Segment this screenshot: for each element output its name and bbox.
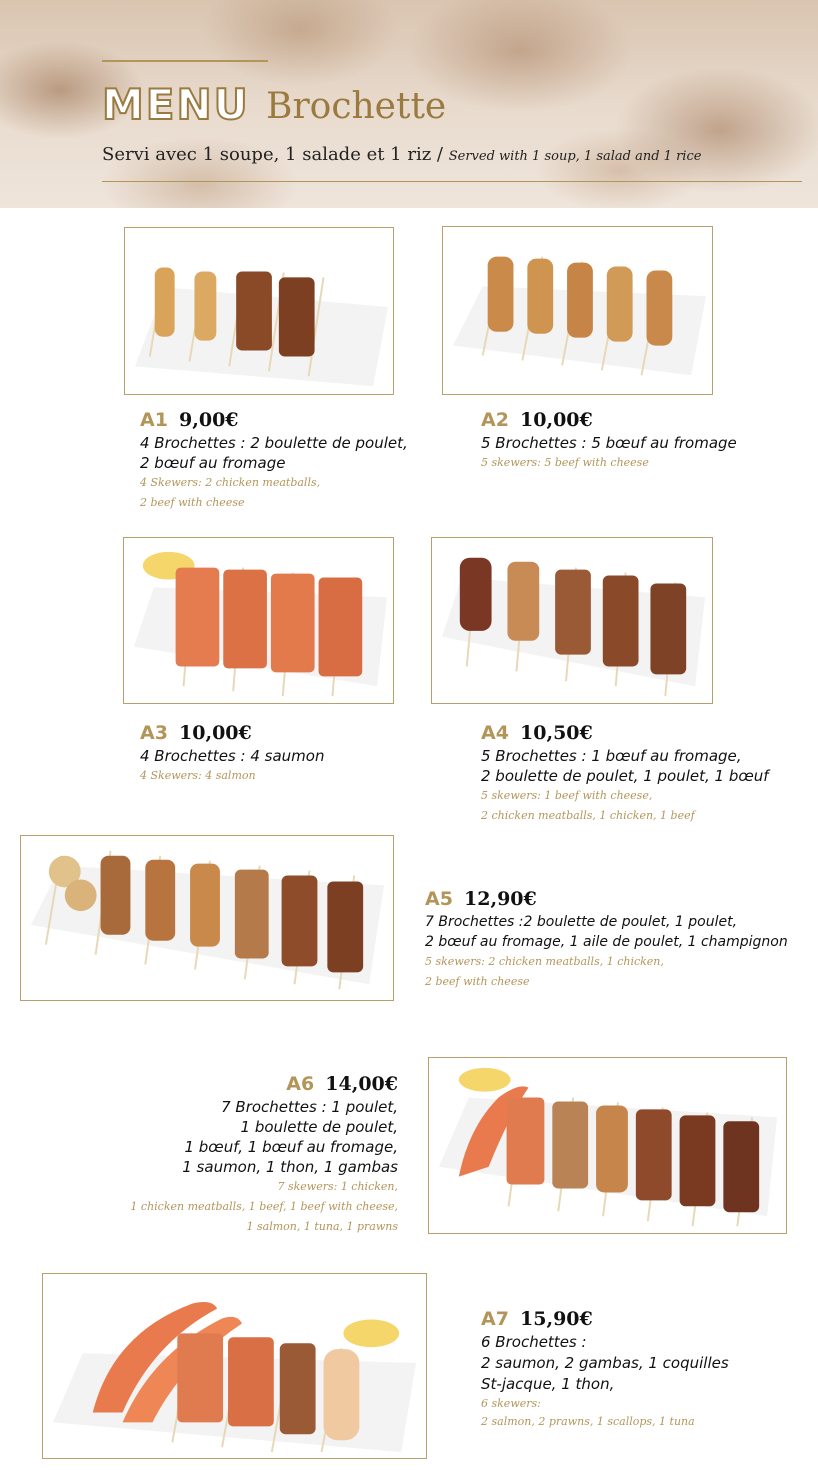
skewer-plate-image [124,538,393,703]
photo-a5 [20,835,394,1001]
item-description: 7 Brochettes : 1 poulet, [221,1098,398,1116]
item-code: A2 [481,409,509,431]
item-description: 1 boulette de poulet, [240,1118,398,1136]
item-description: 1 bœuf, 1 bœuf au fromage, [184,1138,398,1156]
item-description-en: 5 skewers: 2 chicken meatballs, 1 chicken, [425,955,664,968]
item-description-en: 6 skewers: [481,1397,541,1410]
item-description-en: 4 Skewers: 4 salmon [140,769,256,782]
item-header [140,408,408,433]
skewer-plate-image [432,538,712,703]
skewer-plate-image [43,1274,426,1458]
item-description-en: 1 salmon, 1 tuna, 1 prawns [246,1220,398,1233]
item-description-en: 5 skewers: 5 beef with cheese [481,456,649,469]
menu-title: MENU [102,80,250,129]
photo-a1 [124,227,394,395]
item-header [481,408,737,433]
item-description: 5 Brochettes : 1 bœuf au fromage, [481,747,742,765]
item-price: 14,00€ [325,1073,398,1095]
header-divider-bottom [102,181,802,182]
item-description: 4 Brochettes : 2 boulette de poulet, [140,434,408,452]
menu-header [0,0,818,208]
item-header [140,721,324,746]
item-description-en: 2 beef with cheese [140,496,245,509]
item-description-en: 7 skewers: 1 chicken, [277,1180,398,1193]
menu-category-title: Brochette [266,86,447,127]
menu-item-a7 [481,1307,729,1431]
item-description: 1 saumon, 1 thon, 1 gambas [182,1158,398,1176]
item-price: 10,50€ [520,722,593,744]
skewer-plate-image [21,836,393,1000]
item-price: 9,00€ [179,409,239,431]
menu-item-a4 [481,721,769,826]
menu-item-a5 [425,887,788,992]
item-code: A3 [140,722,168,744]
item-header [481,1307,729,1332]
subtitle-fr: Servi avec 1 soupe, 1 salade et 1 riz / [102,144,443,165]
item-description: 6 Brochettes : [481,1333,587,1351]
item-description-en: 1 chicken meatballs, 1 beef, 1 beef with cheese, [130,1200,398,1213]
menu-item-a3 [140,721,324,786]
menu-subtitle [102,144,701,165]
item-code: A5 [425,888,453,910]
item-description-en: 2 salmon, 2 prawns, 1 scallops, 1 tuna [481,1415,695,1428]
subtitle-en: Served with 1 soup, 1 salad and 1 rice [448,149,702,164]
item-header [425,887,788,912]
item-description-en: 2 beef with cheese [425,975,530,988]
item-price: 15,90€ [520,1308,593,1330]
skewer-plate-image [125,228,393,394]
item-description: 2 saumon, 2 gambas, 1 coquilles [481,1354,729,1372]
item-description: 2 bœuf au fromage, 1 aile de poulet, 1 champignon [425,934,788,950]
item-description: 2 boulette de poulet, 1 poulet, 1 bœuf [481,767,769,785]
photo-a2 [442,226,713,395]
item-code: A1 [140,409,168,431]
photo-a3 [123,537,394,704]
header-divider-top [102,60,268,62]
menu-item-a1 [140,408,408,513]
item-description: 2 bœuf au fromage [140,454,286,472]
skewer-plate-image [443,227,712,394]
item-price: 12,90€ [464,888,537,910]
photo-a7 [42,1273,427,1459]
item-description: 4 Brochettes : 4 saumon [140,747,325,765]
photo-a4 [431,537,713,704]
item-description: 5 Brochettes : 5 bœuf au fromage [481,434,737,452]
item-code: A4 [481,722,509,744]
skewer-plate-image [429,1058,786,1233]
item-description-en: 2 chicken meatballs, 1 chicken, 1 beef [481,809,695,822]
item-description-en: 4 Skewers: 2 chicken meatballs, [140,476,321,489]
menu-item-a6 [130,1072,398,1237]
item-description-en: 5 skewers: 1 beef with cheese, [481,789,653,802]
item-code: A7 [481,1308,509,1330]
item-price: 10,00€ [179,722,252,744]
item-header [481,721,769,746]
photo-a6 [428,1057,787,1234]
item-description: St-jacque, 1 thon, [481,1375,615,1393]
menu-item-a2 [481,408,737,473]
item-code: A6 [286,1073,315,1095]
item-description: 7 Brochettes :2 boulette de poulet, 1 poulet, [425,914,738,930]
item-header [130,1072,398,1097]
item-price: 10,00€ [520,409,593,431]
